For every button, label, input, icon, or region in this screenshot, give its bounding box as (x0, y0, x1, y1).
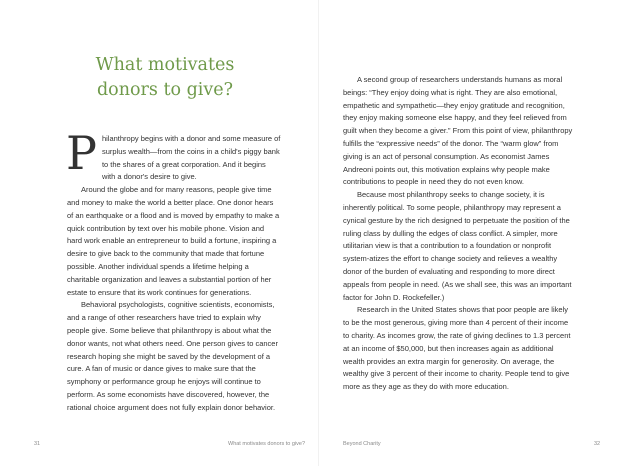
left-page-body (66, 126, 281, 415)
right-running-head: Beyond Charity (343, 441, 381, 447)
paragraph: Behavioral psychologists, cognitive scientists, economists, and a range of other researchers have tried to explain why people give. Some believe that philanthropy is about what the donor wants, not what others need. One person gives to cancer research hoping she might be saved by the development of a cure. A fan of music or dance gives to make sure that the symphony or performance group he enjoys will continue to perform. As some economists have discovered, however, the rational choice argument does not fully explain donor behavior. (67, 300, 278, 412)
left-page-number: 31 (34, 441, 41, 447)
paragraph-intro-text: hilanthropy begins with a donor and some measure of surplus wealth—from the coins in a child's piggy bank to the shares of a great corporation. And it begins with a donor's desire to give. (101, 134, 281, 182)
paragraph: Because most philanthropy seeks to change society, it is inherently political. To some people, philanthropy may represent a cynical gesture by the rich designed to perpetuate the position of the ruling class by dulling the edges of class conflict. A simpler, more utilitarian view is that a contribution to a foundation or nonprofit system-atizes the effort to change society and relieves a wealthy donor of the burden of evaluating and responding to more direct appeals from people in need. (As we shall see, this was an important factor for John D. Rockefeller.) (343, 190, 572, 302)
drop-cap: P (66, 126, 97, 180)
right-page-body (343, 74, 575, 394)
paragraph: Research in the United States shows that poor people are likely to be the most generous, giving more than 4 percent of their income to charity. As incomes grow, the rate of giving declines to 1.3 percent at an income of $50,000, but then increases again as additional wealth provides an extra margin for generosity. On average, the wealthy give 3 percent of their income to charity. People tend to give more as they age as they do with more education. (343, 305, 571, 392)
right-page-number: 32 (594, 441, 601, 447)
page-gutter (318, 0, 319, 466)
chapter-title: What motivates donors to give? (95, 55, 235, 100)
left-running-head: What motivates donors to give? (228, 441, 306, 447)
paragraph: A second group of researchers understands humans as moral beings: “They enjoy doing what is right. They are also emotional, empathetic and sympathetic—they enjoy gratitude and recognition, they enjoy making someone else happy, and they feel relieved from guilt when they become a giver.” From this point of view, philanthropy fulfills the “expressive needs” of the donor. The “warm glow” from giving is an act of personal consumption. As economist James Andreoni points out, this motivation explains why people make contributions to people in need they do not even know. (343, 75, 573, 187)
paragraph: Around the globe and for many reasons, people give time and money to make the world a better place. One donor hears of an earthquake or a flood and is moved by empathy to make a quick contribution by text over his mobile phone. Vision and hard work enable an entrepreneur to build a fortune, inspiring a desire to give back to the community that made that fortune possible. Another individual spends a lifetime helping a charitable organization and leaves a substantial portion of her estate to ensure that its work continues for generations. (67, 185, 280, 297)
paragraph-intro (66, 126, 281, 184)
